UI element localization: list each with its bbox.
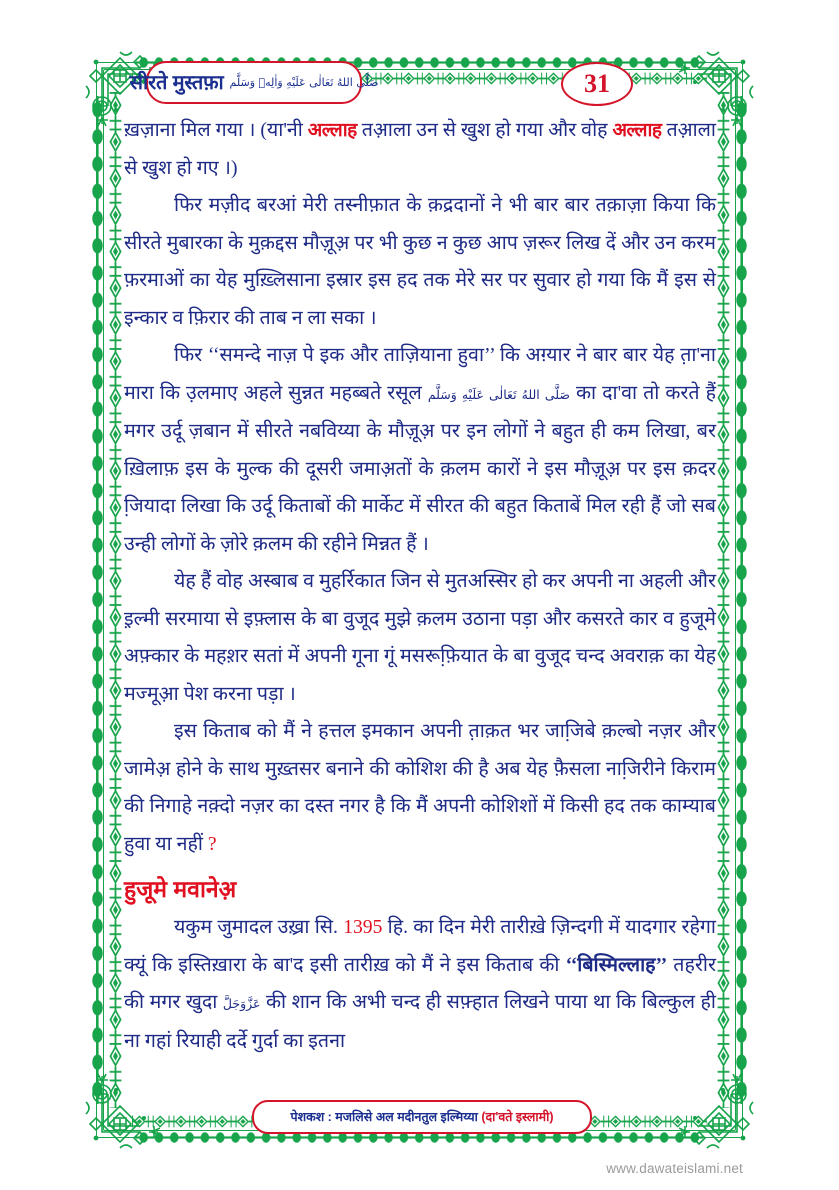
p1-text-a: ख़ज़ाना मिल गया । (या'नी xyxy=(124,120,308,141)
diamond-chain-right xyxy=(716,92,731,1108)
p6-text-b: हि. का दिन मेरी तारीख़े ज़िन्दगी में यादगार रहेगा क्यूं कि इस्तिख़ारा के बा'द इसी तारीख़ को मैं ने इस किताब की xyxy=(124,917,716,976)
paragraph-6 xyxy=(124,909,716,1060)
corner-ornament-bottom-right xyxy=(679,1074,757,1152)
page-number: 31 xyxy=(584,69,610,98)
section-heading: हुजूमे मवानेअ़ xyxy=(124,876,237,902)
p3-text-b: का दा'वा तो करते हैं मगर उर्दू ज़बान में सीरते नबविय्या के मौज़ूअ़ पर इन लोगों ने बहुत ही कम लिखा, बर ख़िलाफ़ इस के मुल्क की दूसरी जमाअ़तों के क़लम कारों ने इस मौज़ूअ़ पर इस क़दर जि़यादा लिखा कि उर्दू किताबों की मार्केट में सीरत की बहुत किताबें मिल रही हैं जो सब उन्ही लोगों के ज़ोरे क़लम की रहीने मिन्नत हैं । xyxy=(124,382,716,555)
p1-text-c: तआ़ला से खुश हो गए ।) xyxy=(124,120,716,179)
footer-publisher xyxy=(291,1111,554,1124)
hijri-year: 1395 xyxy=(343,917,383,938)
p6-text-d: की शान कि अभी चन्द ही सफ़्हात लिखने पाया था कि बिल्कुल ही ना गहां रियाही दर्दे गुर्दा का इतना xyxy=(124,992,716,1052)
p6-text-c: तहरीर की मगर खुदा xyxy=(124,954,716,1013)
book-title-arabic-honorific: صَلَّى اللهُ تَعَالٰى عَلَيْهِ وَاٰلِهٖ وَسَلَّم xyxy=(229,76,379,89)
p6-text-a: यकुम जुमादल उख़्रा सि. xyxy=(174,917,344,938)
corner-ornament-bottom-left xyxy=(82,1074,160,1152)
footer-badge xyxy=(252,1100,592,1134)
footer-publisher-label: पेशकश : मजलिसे अल मदीनतुल इल्मिय्या xyxy=(290,1109,482,1124)
website-watermark: www.dawateislami.net xyxy=(606,1161,743,1176)
page-number-badge xyxy=(561,62,633,106)
p3-text-a: फिर ‘‘समन्दे नाज़ पे इक और ताज़ियाना हुवा’’ कि अग़्यार ने बार बार येह त़ा'ना मारा कि उ़लमाए अहले सुन्नत महब्बते रसूल xyxy=(124,345,716,404)
question-mark: ? xyxy=(207,833,217,855)
paragraph-4: येह हैं वोह अस्बाब व मुहर्रिकात जिन से मुतअस्सिर हो कर अपनी ना अहली और इ़ल्मी सरमाया से इफ़्लास के बा वुजूद मुझे क़लम उठाना पड़ा और कसरते कार व हुजूमे अफ़्कार के महश़र सतां में अपनी गूना गूं मसरूफ़ि़यात के बा वुजूद चन्द अवराक़ का येह मज्मूअ़ा पेश करना पड़ा । xyxy=(124,571,716,705)
book-title: सीरते मुस्तफ़ा xyxy=(129,71,224,94)
allah-word-2: अल्लाह xyxy=(612,120,662,141)
azzawajal-arabic-honorific: عَزَّوَجَلَّ xyxy=(222,996,261,1011)
bismillah-word: ‘‘बिस्मिल्लाह’’ xyxy=(565,954,668,976)
book-title-badge xyxy=(129,61,379,104)
paragraph-3 xyxy=(124,337,716,563)
paragraph-5 xyxy=(124,713,716,863)
paragraph-2: फिर मज़ीद बरआं मेरी तस्नीफ़ात के क़द्रदानों ने भी बार बार तक़ाज़ा किया कि सीरते मुबारका के मुक़द्दस मौज़ूअ़ पर भी कुछ न कुछ आप ज़रूर लिख दें और उन करम फ़रमाओं का येह मुख़्लिसाना इस्रार इस हद तक मेरे सर पर सुवार हो गया कि मैं इस से इन्कार व फ़िरार की ताब न ला सका । xyxy=(124,195,716,329)
footer-publisher-bracket: (दा'वते इस्लामी) xyxy=(481,1109,554,1124)
bead-chain-right xyxy=(735,96,748,1104)
paragraph-1 xyxy=(124,112,716,187)
page-body-text xyxy=(124,112,716,1060)
durood-arabic-honorific: صَلَّى اللهُ تَعَالٰى عَلَيْهِ وَسَلَّم xyxy=(427,386,570,402)
p5-text: इस किताब को मैं ने हत्तल इमकान अपनी त़ाक़त भर जाजि़बे क़ल्बो नज़र और जामेअ़ होने के साथ मुख़्तसर बनाने की कोशिश की है अब येह फ़ैसला नाजि़रीने किराम की निगाहे नक़्दो नज़र का दस्त नगर है कि मैं अपनी कोशिशों में किसी हद तक काम्याब हुवा या नहीं xyxy=(124,721,716,855)
diamond-chain-left xyxy=(108,92,123,1108)
bead-chain-left xyxy=(91,96,104,1104)
allah-word-1: अल्लाह xyxy=(307,120,357,141)
p1-text-b: तआ़ला उन से खुश हो गया और वोह xyxy=(356,120,613,141)
